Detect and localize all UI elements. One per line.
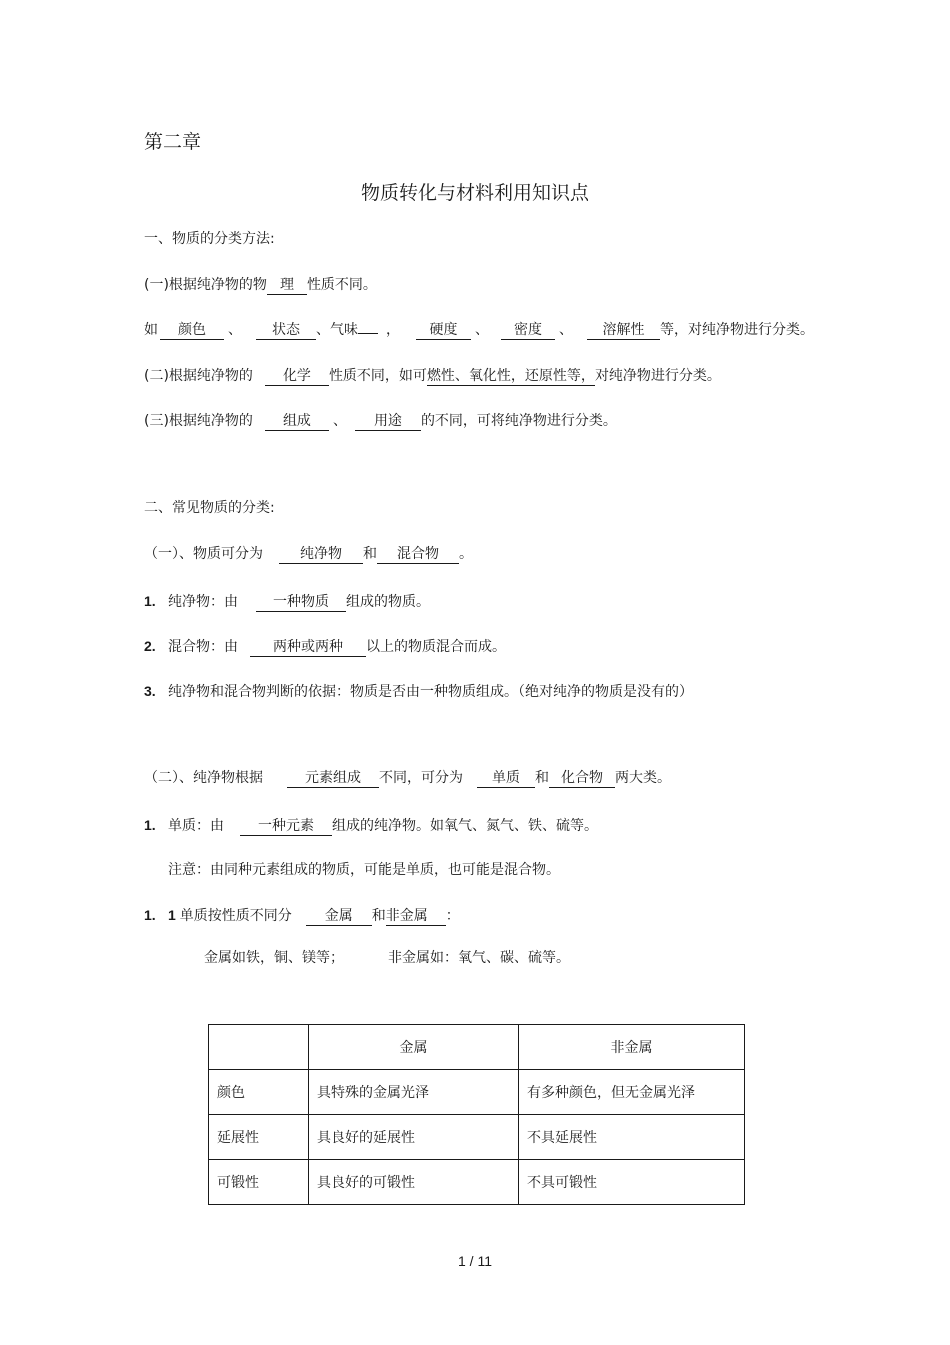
nonmetal-examples: 非金属如：氧气、碳、硫等。 — [388, 950, 570, 966]
properties-table — [208, 1024, 745, 1205]
metal-examples: 金属如铁，铜、镁等； — [204, 950, 344, 966]
text: 性质不同。 — [306, 277, 377, 293]
table-cell: 颜色 — [209, 1070, 309, 1115]
section-heading-2: 二、常见物质的分类: — [144, 500, 275, 516]
table-cell: 有多种颜色，但无金属光泽 — [519, 1070, 745, 1115]
text: 纯净物：由 — [168, 594, 238, 610]
blank-answer: 用途 — [355, 413, 421, 431]
text: (三)根据纯净物的 — [144, 413, 253, 429]
table-row — [209, 1160, 745, 1205]
list-item-judgement-basis — [144, 682, 693, 701]
table-cell: 不具可锻性 — [519, 1160, 745, 1205]
blank-answer: 组成 — [265, 413, 329, 431]
list-number: 1. — [144, 907, 156, 923]
blank-answer: 两种或两种 — [250, 639, 366, 657]
list-number: 1. — [144, 817, 156, 833]
list-number: 3. — [144, 683, 156, 699]
blank-answer: 状态 — [256, 322, 316, 340]
text: 不同，可分为 — [379, 770, 463, 786]
note-text: 注意：由同种元素组成的物质，可能是单质，也可能是混合物。 — [168, 862, 560, 878]
text: 如 — [144, 322, 158, 338]
text: 组成的物质。 — [346, 594, 430, 610]
list-number: 2. — [144, 638, 156, 654]
blank-answer: 化学 — [265, 368, 329, 386]
text: 、 — [332, 413, 347, 429]
blank-answer: 单质 — [477, 770, 535, 788]
text: 单质按性质不同分 — [179, 908, 292, 924]
paragraph-element-composition — [144, 769, 671, 788]
text: 、 — [559, 322, 573, 338]
text: 、气味 — [316, 322, 358, 338]
text: 。 — [459, 546, 473, 562]
blank-answer — [358, 333, 378, 334]
text: 两大类。 — [615, 770, 671, 786]
blank-answer: 密度 — [501, 322, 555, 340]
list-item-classification — [144, 906, 460, 926]
page-number: 1 / 11 — [458, 1253, 492, 1269]
paragraph-composition-use — [144, 412, 617, 431]
text: （一）、物质可分为 — [144, 546, 263, 562]
blank-answer: 溶解性 — [587, 322, 660, 340]
blank-answer: 一种物质 — [256, 594, 346, 612]
blank-answer: 硬度 — [416, 322, 471, 340]
table-row — [209, 1070, 745, 1115]
chapter-heading: 第二章 — [144, 131, 202, 153]
text: 、 — [475, 322, 489, 338]
text: 以上的物质混合而成。 — [366, 639, 506, 655]
blank-answer: 颜色 — [160, 322, 224, 340]
text: ： — [445, 908, 460, 924]
list-number: 1. — [144, 593, 156, 609]
blank-answer: 理 — [267, 277, 307, 295]
blank-answer: 化合物 — [549, 770, 615, 788]
table-cell: 可锻性 — [209, 1160, 309, 1205]
list-number: 1 — [168, 907, 176, 923]
text: ， — [386, 322, 400, 338]
table-cell: 延展性 — [209, 1115, 309, 1160]
blank-answer: 一种元素 — [240, 818, 332, 836]
text: 混合物：由 — [168, 639, 238, 655]
text: 和 — [363, 546, 377, 562]
text: 性质不同，如可 — [328, 368, 427, 384]
paragraph-property-list — [144, 321, 814, 340]
document-title: 物质转化与材料利用知识点 — [360, 182, 589, 204]
text: 、 — [228, 322, 242, 338]
paragraph-pure-mixed — [144, 545, 473, 564]
blank-answer: 非金属 — [386, 908, 446, 926]
blank-answer: 元素组成 — [287, 770, 379, 788]
text: (一)根据纯净物的物 — [144, 277, 267, 293]
text: 的不同，可将纯净物进行分类。 — [420, 413, 617, 429]
blank-answer: 混合物 — [377, 546, 459, 564]
list-item-element-substance — [144, 816, 598, 836]
list-item-mixture — [144, 637, 506, 657]
text: 组成的纯净物。如氧气、氮气、铁、硫等。 — [332, 818, 598, 834]
text: (二)根据纯净物的 — [144, 368, 253, 384]
paragraph-chemical-properties — [144, 367, 721, 386]
table-cell: 金属 — [309, 1025, 519, 1070]
section-heading-1: 一、物质的分类方法: — [144, 231, 275, 247]
table-cell — [209, 1025, 309, 1070]
table-cell: 具特殊的金属光泽 — [309, 1070, 519, 1115]
text: 对纯净物进行分类。 — [594, 368, 721, 384]
text: 单质：由 — [168, 818, 224, 834]
text: 和 — [371, 908, 386, 924]
text: 和 — [535, 770, 549, 786]
table-header-row — [209, 1025, 745, 1070]
table-cell: 不具延展性 — [519, 1115, 745, 1160]
table-cell: 具良好的可锻性 — [309, 1160, 519, 1205]
blank-answer: 金属 — [306, 908, 372, 926]
table-cell: 非金属 — [519, 1025, 745, 1070]
paragraph-physical-properties — [144, 276, 377, 295]
blank-answer: 纯净物 — [279, 546, 363, 564]
text: （二）、纯净物根据 — [144, 770, 263, 786]
list-item-pure-substance — [144, 592, 430, 612]
table-cell: 具良好的延展性 — [309, 1115, 519, 1160]
text: 等，对纯净物进行分类。 — [660, 322, 814, 338]
text: 纯净物和混合物判断的依据：物质是否由一种物质组成。（绝对纯净的物质是没有的） — [168, 684, 693, 700]
table-row — [209, 1115, 745, 1160]
underlined-text: 燃性、氧化性，还原性等， — [426, 368, 595, 384]
